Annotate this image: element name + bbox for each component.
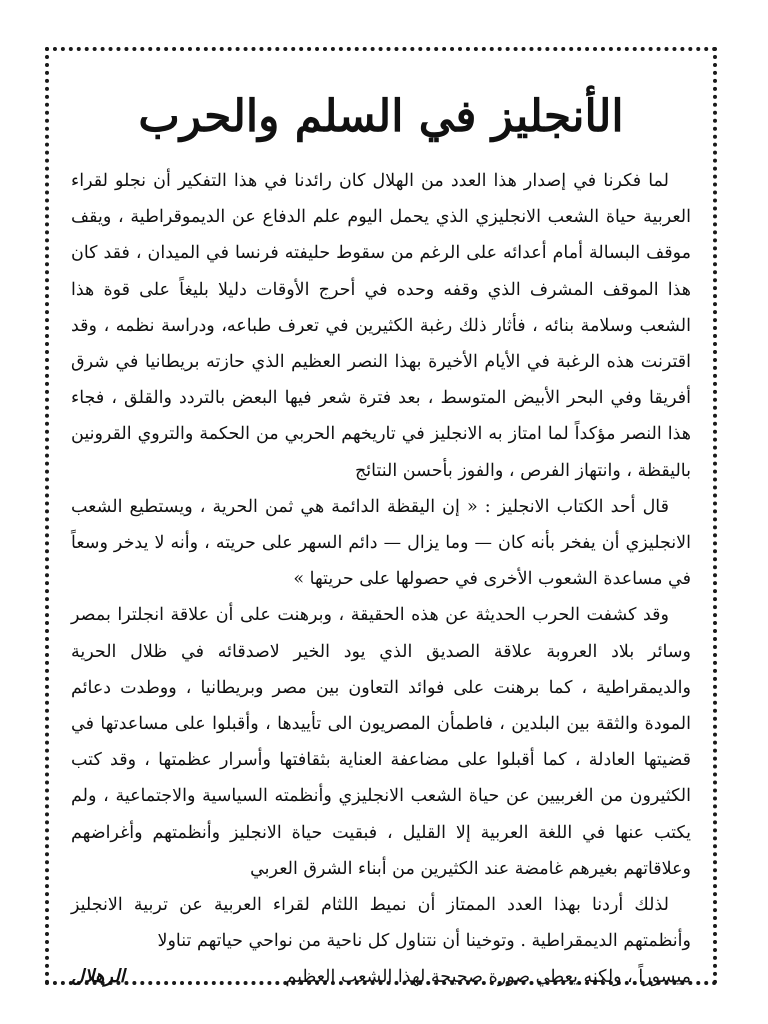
- article-body: [71, 163, 691, 995]
- article-title: الأنجليز في السلم والحرب: [138, 91, 624, 142]
- paragraph-2: قال أحد الكتاب الانجليز : « إن اليقظة الدائمة هي ثمن الحرية ، ويستطيع الشعب الانجليزي أن يفخر بأنه كان — وما يزال — دائم السهر على حريته ، وأنه لا يدخر وسعاً في مساعدة الشعوب الأخرى في حصولها على حريتها »: [71, 496, 691, 590]
- page-border: [45, 47, 717, 988]
- closing-row: [71, 959, 691, 995]
- paragraph-3: وقد كشفت الحرب الحديثة عن هذه الحقيقة ، وبرهنت على أن علاقة انجلترا بمصر وسائر بلاد العروبة علاقة الصديق الذي يود الخير لاصدقائه في ظلال الحرية والديمقراطية ، كما برهنت على فوائد التعاون بين مصر وبريطانيا ، ووطدت دعائم المودة والثقة بين البلدين ، فاطمأن المصريون الى تأييدها ، وأقبلوا على مساعدتها في قضيتها العادلة ، كما أقبلوا على مضاعفة العناية بثقافتها وأسرار عظمتها ، وقد كتب الكثيرون من الغربيين عن حياة الشعب الانجليزي وأنظمته السياسية والاجتماعية ، ولم يكتب عنها في اللغة العربية إلا القليل ، فبقيت حياة الانجليز وأنظمتهم وأغراضهم وعلاقاتهم بغيرهم غامضة عند الكثيرين من أبناء الشرق العربي: [71, 605, 691, 879]
- article: [71, 89, 691, 988]
- signature: الرهلال: [71, 966, 125, 988]
- paragraph-4: لذلك أردنا بهذا العدد الممتاز أن نميط اللثام لقراء العربية عن تربية الانجليز وأنظمتهم الديمقراطية . وتوخينا أن نتناول كل ناحية من نواحي حياتهم تناولا: [71, 895, 691, 952]
- closing-line: ميسوراً ، ولكنه يعطي صورة صحيحة لهذا الشعب العظيم: [285, 967, 691, 988]
- paragraph-1: لما فكرنا في إصدار هذا العدد من الهلال كان رائدنا في هذا التفكير أن نجلو لقراء العربية حياة الشعب الانجليزي الذي يحمل اليوم علم الدفاع عن الديموقراطية ، ويقف موقف البسالة أمام أعدائه على الرغم من سقوط حليفته فرنسا في الميدان ، فقد كان هذا الموقف المشرف الذي وقفه وحده في أحرج الأوقات دليلا بليغاً على قوة هذا الشعب وسلامة بنائه ، فأثار ذلك رغبة الكثيرين في تعرف طباعه، ودراسة نظمه ، وقد اقترنت هذه الرغبة في الأيام الأخيرة بهذا النصر العظيم الذي حازته بريطانيا في شرق أفريقا وفي البحر الأبيض المتوسط ، بعد فترة شعر فيها البعض بالتردد والقلق ، فجاء هذا النصر مؤكداً لما امتاز به الانجليز في تاريخهم الحربي من الحكمة والتروي القرونين باليقظة ، وانتهاز الفرص ، والفوز بأحسن النتائج: [71, 171, 691, 481]
